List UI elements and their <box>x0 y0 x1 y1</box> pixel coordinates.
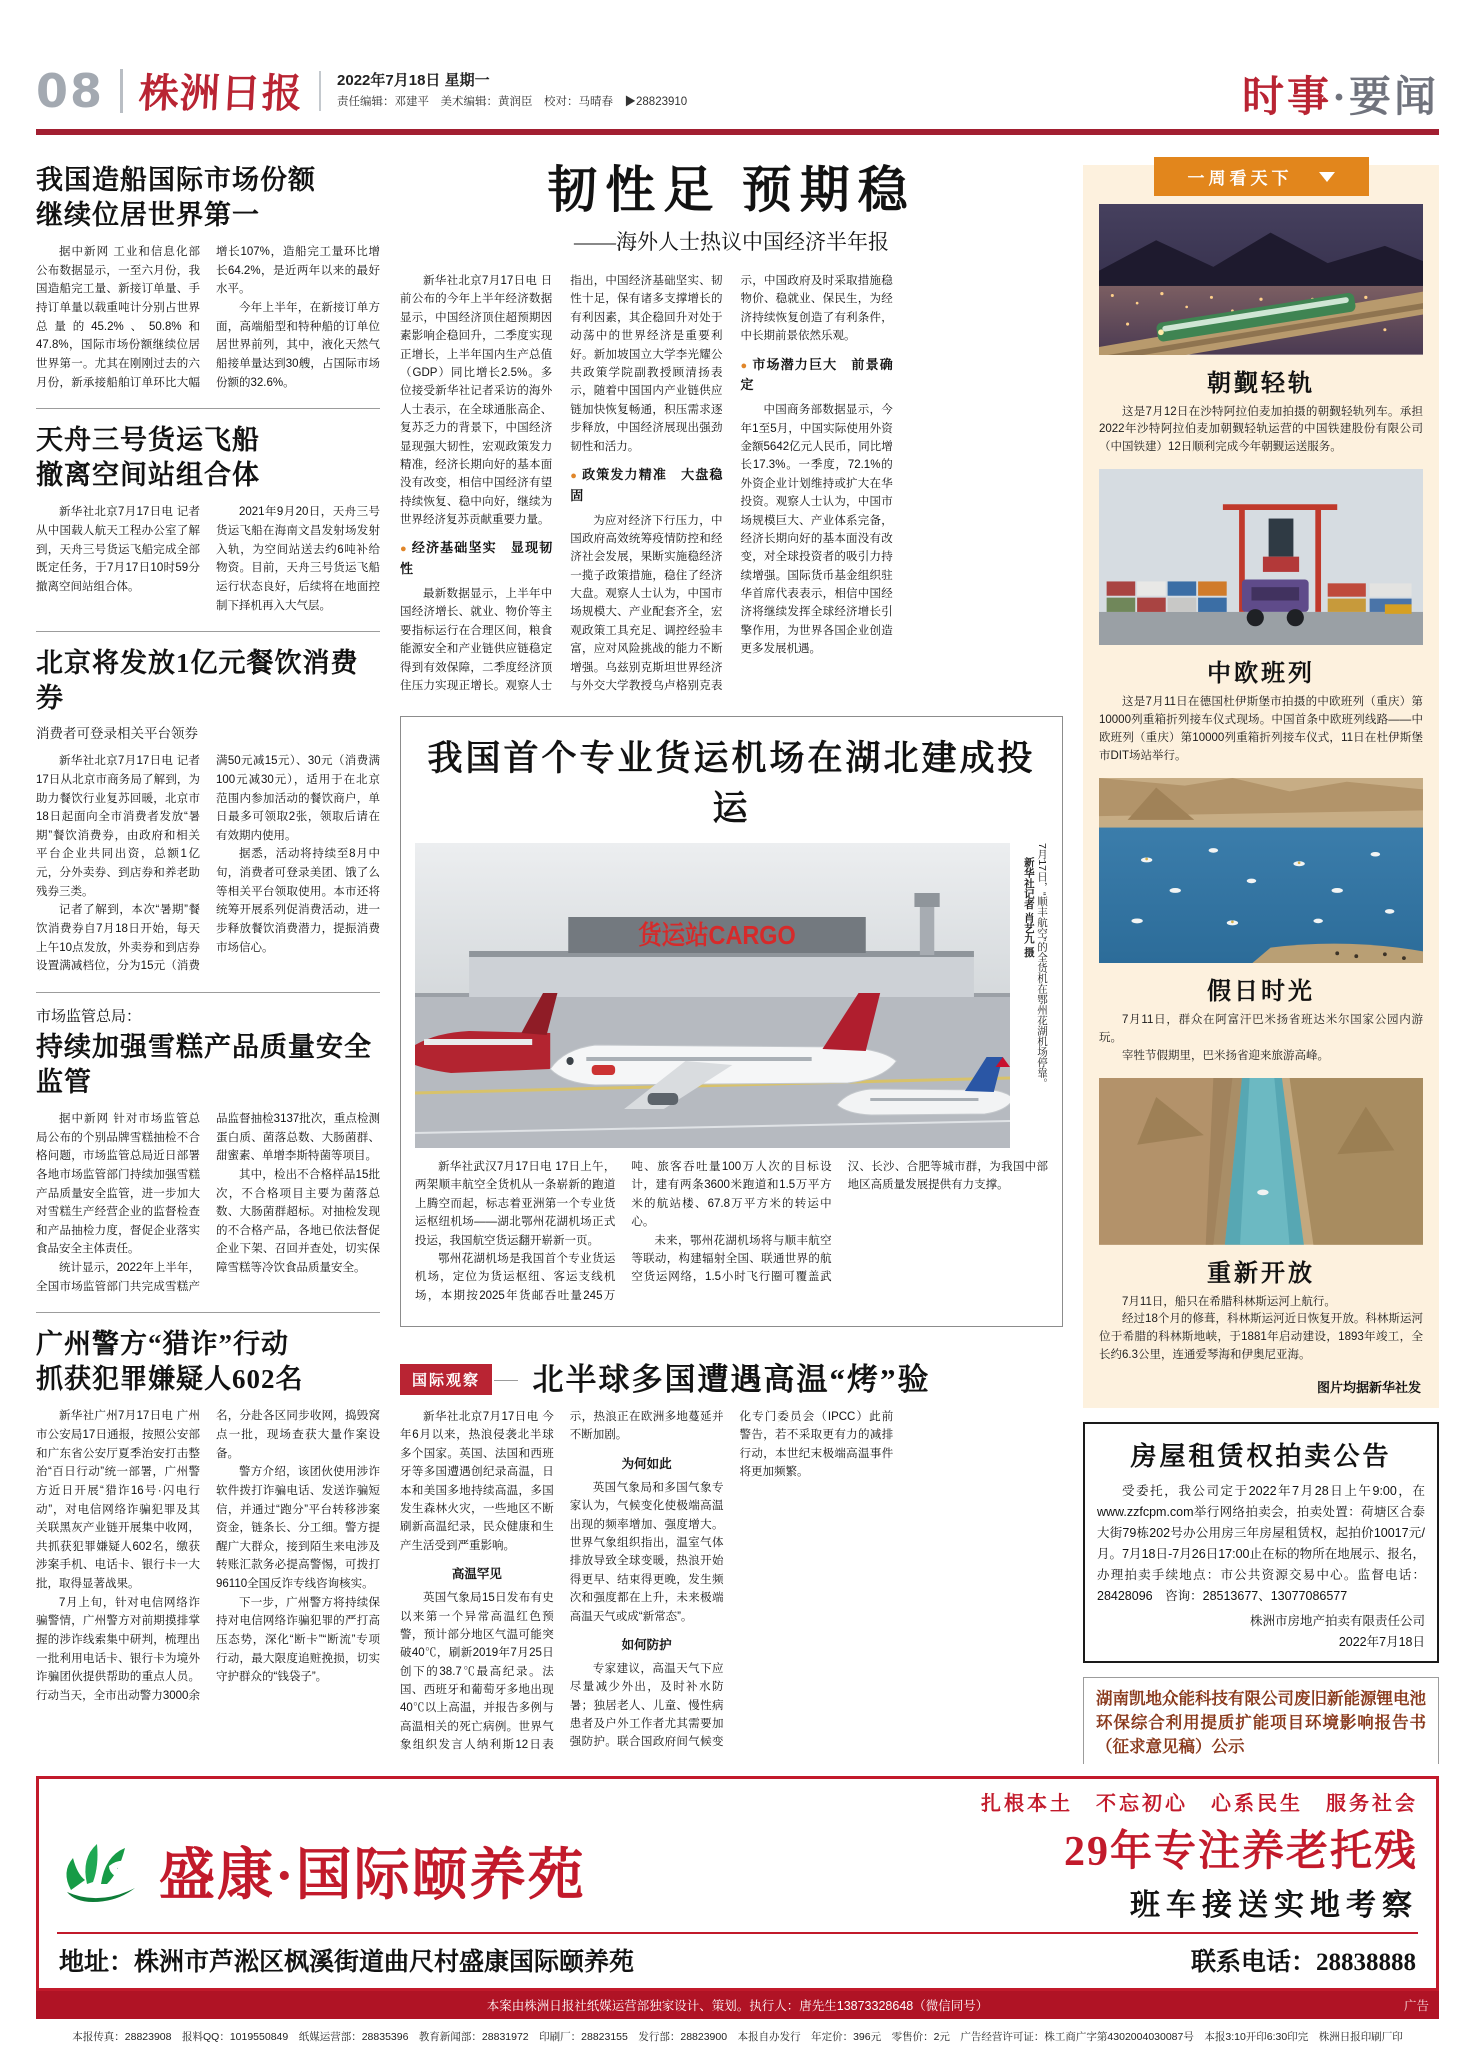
ad-slogan: 扎根本土 不忘初心 心系民生 服务社会 <box>981 1793 1418 1815</box>
date-block <box>337 70 687 112</box>
article-paragraph: 记者了解到，本次“暑期”餐饮消费券自7月18日开始，每天上午10点发放，外卖券和到店券设置满减档位，分为15元（消费满50元减15元）、30元（消费满100元减30元），适用于在北京范围内参加活动的餐饮商户，单日最多可领取2张，领取后请在有效期内使用。 <box>36 755 380 973</box>
article-shipbuilding <box>36 149 380 408</box>
article-paragraph: 新华社北京7月17日电 记者17日从北京市商务局了解到，为助力餐饮行业复苏回暖，北京市18日起面向全市消费者发放“暑期”餐饮消费券，由政府和相关平台企业共同出资，总额1亿元，分外卖券、到店券和养老助残券三类。 <box>36 755 200 898</box>
photo-caption: 这是7月11日在德国杜伊斯堡市拍摄的中欧班列（重庆）第10000列重箱折列接车仪式现场。中国首条中欧班列线路——中欧班列（重庆）第10000列重箱折列接车仪式，11日在杜伊斯堡市DIT场站举行。 <box>1099 696 1423 762</box>
week-world-panel <box>1083 165 1439 1408</box>
auction-title: 房屋租赁权拍卖公告 <box>1130 1441 1392 1471</box>
article-body <box>400 1408 1063 1763</box>
shengkang-ad <box>36 1776 1439 1991</box>
article-headline: 我国造船国际市场份额 继续位居世界第一 <box>36 165 316 231</box>
chevron-down-icon <box>1319 172 1335 182</box>
article-paragraph: 未来，鄂州花湖机场将与顺丰航空等联动，构建辐射全国、联通世界的航空货运网络，1.5小时飞行圈可覆盖武汉、长沙、合肥等城市群，为我国中部地区高质量发展提供有力支撑。 <box>631 1161 1048 1284</box>
auction-notice <box>1083 1422 1439 1664</box>
section-head: 高温罕见 <box>451 1567 502 1582</box>
photo-credit: 新华社记者 肖艺九 摄 <box>1022 857 1035 958</box>
article-paragraph: 中国商务部数据显示，今年1至5月，中国实际使用外资金额5642亿元人民币，同比增长17.3%。一季度，72.1%的外资企业计划维持或扩大在华投资。观察人士认为，中国市场规模巨大、产业体系完备，经济长期向好的基本面没有改变，对全球投资者的吸引力持续增强。国际货币基金组织驻华首席代表表示，相信中国经济将继续发挥全球经济增长引擎作用，为世界各国企业创造更多发展机遇。 <box>740 404 893 656</box>
page-content <box>0 135 1475 1764</box>
photo-caption: 7月11日，船只在希腊科林斯运河上航行。 经过18个月的修葺，科林斯运河近日恢复开放。科林斯运河位于希腊的科林斯地峡，于1881年启动建设，1893年竣工，全长约6.3公里，连通爱琴海和伊奥尼亚海。 <box>1099 1295 1423 1361</box>
ad-designer-text: 本案由株洲日报社纸媒运营部独家设计、策划。执行人：唐先生13873328648（微信同号） <box>486 1999 989 2013</box>
bullet-icon: ● <box>570 469 579 482</box>
center-column <box>400 149 1063 1764</box>
article-paragraph: 警方介绍，该团伙使用涉诈软件拨打诈骗电话、发送诈骗短信，并通过“跑分”平台转移涉案资金，链条长、分工细。警方提醒广大群众，接到陌生来电涉及转账汇款务必提高警惕，可拨打96110全国反诈专线咨询核实。 <box>216 1466 380 1591</box>
container-terminal-photo <box>1099 469 1423 645</box>
article-paragraph: 英国气象局和多国气象专家认为，气候变化使极端高温出现的频率增加、强度增大。世界气象组织指出，温室气体排放导致全球变暖，热浪开始得更早、结束得更晚，发生频次和强度都在上升，未来极端高温天气或成“新常态”。 <box>569 1481 724 1623</box>
article-paragraph: 新华社北京7月17日电 日前公布的今年上半年经济数据显示，中国经济顶住超预期因素影响企稳回升，二季度实现正增长，上半年国内生产总值（GDP）同比增长2.5%。多位接受新华社记者采访的海外人士表示，在全球通胀高企、复苏乏力的背景下，中国经济显现强大韧性，宏观政策发力精准，经济长期向好的基本面没有改变，相信中国经济有望持续恢复、稳中向好，继续为世界经济复苏贡献重要力量。 <box>400 275 553 527</box>
article-body <box>36 752 380 976</box>
article-body <box>415 1158 1048 1316</box>
article-paragraph: 新华社广州7月17日电 广州市公安局17日通报，按照公安部和广东省公安厅夏季治安打击整治“百日行动”统一部署，广州警方近日开展“猎诈16号·闪电行动”，对电信网络诈骗犯罪及其关联黑灰产业链开展集中收网，共抓获犯罪嫌疑人602名，缴获涉案手机、电话卡、银行卡一大批，取得显著战果。 <box>36 1410 200 1591</box>
cargo-headline: 我国首个专业货运机场在湖北建成投运 <box>427 739 1036 828</box>
article-headline: 持续加强雪糕产品质量安全监管 <box>36 1031 372 1097</box>
article-body <box>36 1110 380 1296</box>
section-head: ● 政策发力精准 大盘稳固 <box>570 466 723 503</box>
environment-notice <box>1083 1677 1439 1764</box>
lake-photo <box>1099 778 1423 964</box>
article-paragraph: 新华社北京7月17日电 今年6月以来，热浪侵袭北半球多个国家。英国、法国和西班牙等多国遭遇创纪录高温，日本和美国多地持续高温，多国发生森林火灾，一些地区不断刷新高温纪录，民众健康和生产生活受到严重影响。 <box>400 1411 554 1552</box>
ad-taglines <box>1064 1818 1418 1924</box>
container-terminal-photo-graphic <box>1099 469 1423 645</box>
heatwave-headline: 北半球多国遭遇高温“烤”验 <box>532 1362 931 1397</box>
sidebar-item-china-europe-train <box>1099 469 1423 766</box>
photo-caption: 这是7月12日在沙特阿拉伯麦加拍摄的朝觐轻轨列车。承担2022年沙特阿拉伯麦加朝觐轻轨运营的中国铁建股份有限公司（中国铁建）12日顺利完成今年朝觐运送服务。 <box>1099 405 1423 454</box>
article-paragraph: 为应对经济下行压力，中国政府高效统筹疫情防控和经济社会发展，果断实施稳经济一揽子政策措施，稳住了经济大盘。观察人士认为，中国市场规模大、产业配套齐全，宏观政策工具充足、调控经验丰富，应对风险挑战的能力不断增强。乌兹别克斯坦世界经济与外交大学教授乌卢格别克表示，中国政府及时采取措施稳物价、稳就业、保民生，为经济持续恢复创造了有利条件，中长期前景依然乐观。 <box>570 275 893 693</box>
left-column <box>36 149 380 1764</box>
article-paragraph: 据中新网 工业和信息化部公布数据显示，一至六月份，我国造船完工量、新接订单量、手持订单量以载重吨计分别占世界总量的45.2%、50.8%和47.8%，国际市场份额继续位居世界第一。尤其在刚刚过去的六月份，新承接船舶订单环比大幅增长107%，造船完工量环比增长64.2%，是近两年以来的最好水平。 <box>36 246 380 389</box>
cargo-photo-row <box>415 843 1048 1148</box>
article-paragraph: 下一步，广州警方将持续保持对电信网络诈骗犯罪的严打高压态势，深化“断卡”“断流”专项行动，最大限度追赃挽损，切实守护群众的“钱袋子”。 <box>216 1596 380 1684</box>
sidebar-item-canal <box>1099 1078 1423 1365</box>
header-divider <box>319 71 321 111</box>
date-line: 2022年7月18日 星期一 <box>337 71 490 89</box>
photos-credit: 图片均据新华社发 <box>1316 1379 1421 1395</box>
editors-line: 责任编辑：邓建平 美术编辑：黄润臣 校对：马晴春 ▶28823910 <box>337 96 688 109</box>
page-footer <box>36 2029 1439 2044</box>
photo-vertical-caption <box>1010 843 1048 1148</box>
auction-body: 受委托，我公司定于2022年7月28日上午9:00，在www.zzfcpm.com举行网络拍卖会，拍卖处置：荷塘区合泰大街79栋202号办公用房三年房屋租赁权，起拍价10017元/月。7月18日-7月26日17:00止在标的物所在地展示、报名，办理拍卖手续地点：市公共资源交易中心。监督电话：28428096 咨询：28513677、13077086577 <box>1097 1483 1425 1603</box>
right-sidebar <box>1083 149 1439 1764</box>
article-paragraph: 鄂州花湖机场是我国首个专业货运机场，定位为货运枢纽、客运支线机场，本期按2025年货邮吞吐量245万吨、旅客吞吐量100万人次的目标设计，建有两条3600米跑道和1.5万平方米的航站楼、67.8万平方米的转运中心。 <box>415 1161 832 1302</box>
section-head: 为何如此 <box>621 1456 672 1471</box>
main-subtitle: ——海外人士热议中国经济半年报 <box>574 230 889 254</box>
section-title <box>1242 77 1439 119</box>
bullet-icon: ● <box>400 543 408 556</box>
article-paragraph: 统计显示，2022年上半年，全国市场监管部门共完成雪糕产品监督抽检3137批次，重点检测蛋白质、菌落总数、大肠菌群、甜蜜素、单增李斯特菌等项目。 <box>36 1113 380 1293</box>
ad-brand-name: 盛康·国际颐养苑 <box>159 1845 586 1907</box>
article-tianzhou <box>36 408 380 631</box>
article-paragraph: 今年上半年，在新接订单方面，高端船型和特种船的订单位居世界前列，其中，液化天然气船接单量达到30艘，占国际市场份额的32.6%。 <box>216 302 380 389</box>
article-icecream-regulation <box>36 992 380 1312</box>
article-cargo-airport <box>400 716 1063 1327</box>
lake-photo-graphic <box>1099 778 1423 964</box>
article-paragraph: 据悉，活动将持续至8月中旬，消费者可登录美团、饿了么等相关平台领取使用。本市还将统筹开展系列促消费活动，进一步释放餐饮消费潜力，提振消费市场信心。 <box>216 848 380 954</box>
article-body <box>400 272 1063 702</box>
photo-caption: 7月17日，“顺丰航空”的全货机在鄂州花湖机场停靠。 <box>1036 843 1048 1089</box>
canal-photo <box>1099 1078 1423 1245</box>
sidebar-item-hajj-rail <box>1099 204 1423 457</box>
sidebar-item-holiday-lake <box>1099 778 1423 1066</box>
article-subhead: 消费者可登录相关平台领券 <box>36 726 198 742</box>
photo-title: 重新开放 <box>1207 1260 1315 1287</box>
svg-text:货运站CARGO: 货运站CARGO <box>638 921 796 951</box>
article-paragraph: 其中，检出不合格样品15批次，不合格项目主要为菌落总数、大肠菌群超标。对抽检发现的不合格产品，各地已依法督促企业下架、召回并查处，切实保障雪糕等冷饮食品质量安全。 <box>216 1168 380 1274</box>
article-headline: 广州警方“猎诈”行动 抓获犯罪嫌疑人602名 <box>36 1329 304 1395</box>
article-paragraph: 英国气象局15日发布有史以来第一个异常高温红色预警，预计部分地区气温可能突破40℃，刷新2019年7月25日创下的38.7℃最高纪录。法国、西班牙和葡萄牙多地出现40℃以上高温，并报告多例与高温相关的死亡病例。世界气象组织发言人纳利斯12日表示，热浪正在欧洲多地蔓延并不断加剧。 <box>400 1411 724 1752</box>
shengkang-logo-icon <box>57 1832 143 1911</box>
article-guangzhou-police <box>36 1312 380 1721</box>
article-body <box>36 243 380 392</box>
ad-tagline: 29年专注养老托残 <box>1063 1829 1418 1875</box>
section-title-primary: 时事 <box>1241 75 1332 121</box>
article-body <box>36 1407 380 1705</box>
masthead-logo: 株洲日报 <box>137 70 305 117</box>
article-heatwave <box>400 1358 1063 1763</box>
photo-title: 假日时光 <box>1207 979 1315 1006</box>
photo-caption: 7月11日，群众在阿富汗巴米扬省班达米尔国家公园内游玩。 宰牲节假期里，巴米扬省迎来旅游高峰。 <box>1099 1014 1423 1062</box>
hajj-rail-photo-graphic <box>1099 204 1423 355</box>
page-header <box>0 0 1475 119</box>
auction-signoff: 株洲市房地产拍卖有限责任公司 2022年7月18日 <box>1249 1613 1425 1650</box>
section-head: 如何防护 <box>621 1637 672 1652</box>
ad-phone: 联系电话：28838888 <box>1190 1949 1416 1976</box>
article-paragraph: 新华社武汉7月17日电 17日上午，两架顺丰航空全货机从一条崭新的跑道上腾空而起，标志着亚洲第一个专业货运枢纽机场——湖北鄂州花湖机场正式投运，我国航空货运翻开崭新一页。 <box>415 1161 616 1247</box>
week-world-banner <box>1154 157 1369 196</box>
ad-main-row <box>57 1816 1418 1932</box>
article-paragraph: 新华社北京7月17日电 记者从中国载人航天工程办公室了解到，天舟三号货运飞船完成全部既定任务，于7月17日10时59分撤离空间站组合体。 <box>36 506 200 593</box>
cargo-airport-photo <box>415 843 1010 1148</box>
ad-label: 广告 <box>1403 1999 1429 2013</box>
ad-address-row <box>57 1932 1418 1988</box>
ad-bus-line: 班车接送实地考察 <box>1130 1889 1418 1922</box>
article-paragraph: 专家建议，高温天气下应尽量减少外出，及时补水防暑；独居老人、儿童、慢性病患者及户外工作者尤其需要加强防护。联合国政府间气候变化专门委员会（IPCC）此前警告，若不采取更有力的减排行动，本世纪末极端高温事件将更加频繁。 <box>569 1411 894 1749</box>
notice-title: 湖南凯地众能科技有限公司废旧新能源锂电池环保综合利用提质扩能项目环境影响报告书（征求意见稿）公示 <box>1096 1689 1426 1757</box>
intl-observe-tag: 国际观察 <box>400 1364 492 1395</box>
header-divider <box>120 69 123 113</box>
section-head: ● 市场潜力巨大 前景确定 <box>740 356 893 393</box>
hajj-rail-photo <box>1099 204 1423 355</box>
article-beijing-vouchers <box>36 631 380 992</box>
ad-designer-strip <box>36 1991 1439 2019</box>
article-paragraph: 最新数据显示，上半年中国经济增长、就业、物价等主要指标运行在合理区间，粮食能源安全和产业链供应链稳定得到有效保障，二季度经济顶住压力实现正增长。观察人士指出，中国经济基础坚实、韧性十足，保有诸多支撑增长的有利因素，其企稳回升对处于动荡中的世界经济是重要利好。新加坡国立大学李光耀公共政策学院副教授顾清扬表示，随着中国国内产业链供应链加快恢复畅通，积压需求逐步释放，中国经济展现出强劲韧性和活力。 <box>400 275 723 693</box>
article-body <box>36 503 380 615</box>
photo-title: 中欧班列 <box>1207 661 1315 688</box>
article-headline: 天舟三号货运飞船 撤离空间站组合体 <box>36 425 260 491</box>
article-kicker: 市场监管总局： <box>36 1007 142 1025</box>
section-head: ● 经济基础坚实 显现韧性 <box>400 540 553 577</box>
main-headline: 韧性足 预期稳 <box>547 162 916 218</box>
article-paragraph: 2021年9月20日，天舟三号货运飞船在海南文昌发射场发射入轨，为空间站送去约6吨补给物资。目前，天舟三号货运飞船运行状态良好，后续将在地面控制下择机再入大气层。 <box>216 506 380 612</box>
ad-address: 地址：株洲市芦淞区枫溪街道曲尺村盛康国际颐养苑 <box>59 1949 635 1976</box>
bullet-icon: ● <box>740 359 749 372</box>
section-title-secondary: ·要闻 <box>1331 75 1439 121</box>
canal-photo-graphic <box>1099 1078 1423 1245</box>
photo-title: 朝觐轻轨 <box>1207 370 1315 397</box>
article-paragraph: 7月上旬，针对电信网络诈骗警情，广州警方对前期摸排掌握的涉诈线索集中研判，梳理出一批利用电话卡、银行卡为境外诈骗团伙提供帮助的重点人员。行动当天，全市出动警力3000余名，分赴各区同步收网，捣毁窝点一批，现场查获大量作案设备。 <box>36 1410 380 1702</box>
page-number: 08 <box>36 63 105 118</box>
heatwave-header <box>400 1358 1063 1402</box>
banner-label: 一周看天下 <box>1187 169 1293 188</box>
cargo-airport-photo-graphic <box>415 843 1010 1148</box>
article-headline: 北京将发放1亿元餐饮消费券 <box>36 648 359 714</box>
article-paragraph: 据中新网 针对市场监管总局公布的个别品牌雪糕抽检不合格问题，市场监管总局近日部署各地市场监管部门持续加强雪糕产品质量安全监管，进一步加大对雪糕生产经营企业的监督检查和产品抽检力度，督促企业落实食品安全主体责任。 <box>36 1113 200 1256</box>
footer-info-line: 本报传真：28823908 报料QQ：1019550849 纸媒运营部：28835396 教育新闻部：28831972 印刷厂：28823155 发行部：28823900 本报自办发行 年定价：396元 零售价：2元 广告经营许可证：株工商广字第4302004030087号 本报3:10开印6:30印完 株洲日报印刷厂印 <box>72 2031 1403 2043</box>
header-left <box>36 62 687 119</box>
article-economy-main <box>400 163 1063 702</box>
